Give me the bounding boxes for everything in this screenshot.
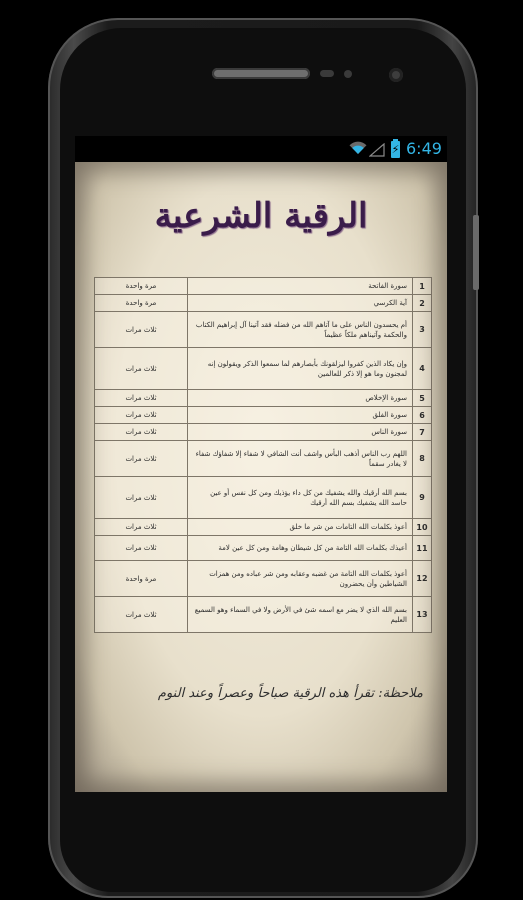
row-count: ثلاث مرات [95, 441, 188, 477]
page-title: الرقية الشرعية [154, 196, 368, 236]
row-text: أعوذ بكلمات الله التامات من شر ما خلق [188, 519, 413, 536]
row-count: ثلاث مرات [95, 390, 188, 407]
screen [75, 136, 447, 792]
row-count: مرة واحدة [95, 561, 188, 597]
row-text: بسم الله أرقيك والله يشفيك من كل داء يؤذيك ومن كل نفس أو عين حاسد الله يشفيك بسم الله أرقيك [188, 477, 413, 519]
battery-charging-icon: ⚡ [391, 143, 400, 156]
row-count: ثلاث مرات [95, 348, 188, 390]
row-text: اللهم رب الناس أذهب البأس واشف أنت الشافي لا شفاء إلا شفاؤك شفاء لا يغادر سقماً [188, 441, 413, 477]
wifi-icon [349, 140, 367, 159]
row-number: 12 [413, 561, 432, 597]
row-text: أم يحسدون الناس على ما آتاهم الله من فضله فقد آتينا آل إبراهيم الكتاب والحكمة وآتيناهم ملكاً عظيماً [188, 312, 413, 348]
row-count: ثلاث مرات [95, 477, 188, 519]
row-count: ثلاث مرات [95, 312, 188, 348]
ruqya-table [94, 277, 432, 633]
light-sensor [344, 70, 352, 78]
front-camera-icon [389, 68, 403, 82]
row-count: مرة واحدة [95, 278, 188, 295]
row-text: سورة الفاتحة [188, 278, 413, 295]
table-row [95, 424, 432, 441]
row-number: 4 [413, 348, 432, 390]
table-row [95, 519, 432, 536]
row-text: سورة الناس [188, 424, 413, 441]
table-row [95, 312, 432, 348]
row-number: 8 [413, 441, 432, 477]
table-row [95, 390, 432, 407]
note-text: ملاحظة: تقرأ هذه الرقية صباحاً وعصراً وعند النوم [157, 686, 423, 701]
volume-button[interactable] [473, 215, 479, 290]
row-text: وإن يكاد الذين كفروا ليزلقونك بأبصارهم لما سمعوا الذكر ويقولون إنه لمجنون وما هو إلا ذكر للعالمين [188, 348, 413, 390]
row-count: ثلاث مرات [95, 597, 188, 633]
status-bar [75, 136, 447, 162]
earpiece-speaker [212, 68, 310, 79]
row-count: ثلاث مرات [95, 536, 188, 561]
row-number: 11 [413, 536, 432, 561]
row-count: مرة واحدة [95, 295, 188, 312]
table-row [95, 597, 432, 633]
row-count: ثلاث مرات [95, 407, 188, 424]
row-number: 9 [413, 477, 432, 519]
table-row [95, 477, 432, 519]
table-row [95, 348, 432, 390]
status-time: 6:49 [406, 139, 442, 158]
table-row [95, 295, 432, 312]
table-row [95, 536, 432, 561]
row-count: ثلاث مرات [95, 424, 188, 441]
proximity-sensor [320, 70, 334, 77]
row-number: 7 [413, 424, 432, 441]
row-text: سورة الإخلاص [188, 390, 413, 407]
row-number: 1 [413, 278, 432, 295]
table-row [95, 407, 432, 424]
row-text: سورة الفلق [188, 407, 413, 424]
row-text: آية الكرسي [188, 295, 413, 312]
row-number: 13 [413, 597, 432, 633]
row-number: 2 [413, 295, 432, 312]
row-number: 5 [413, 390, 432, 407]
row-text: بسم الله الذي لا يضر مع اسمه شئ في الأرض ولا في السماء وهو السميع العليم [188, 597, 413, 633]
row-number: 10 [413, 519, 432, 536]
signal-icon [369, 142, 385, 161]
row-number: 6 [413, 407, 432, 424]
ruqya-image [75, 162, 447, 792]
row-text: أعوذ بكلمات الله التامة من غضبه وعقابه ومن شر عباده ومن همزات الشياطين وأن يحضرون [188, 561, 413, 597]
row-text: أعيذك بكلمات الله التامة من كل شيطان وهامة ومن كل عين لامة [188, 536, 413, 561]
row-count: ثلاث مرات [95, 519, 188, 536]
row-number: 3 [413, 312, 432, 348]
table-row [95, 278, 432, 295]
table-row [95, 561, 432, 597]
table-row [95, 441, 432, 477]
